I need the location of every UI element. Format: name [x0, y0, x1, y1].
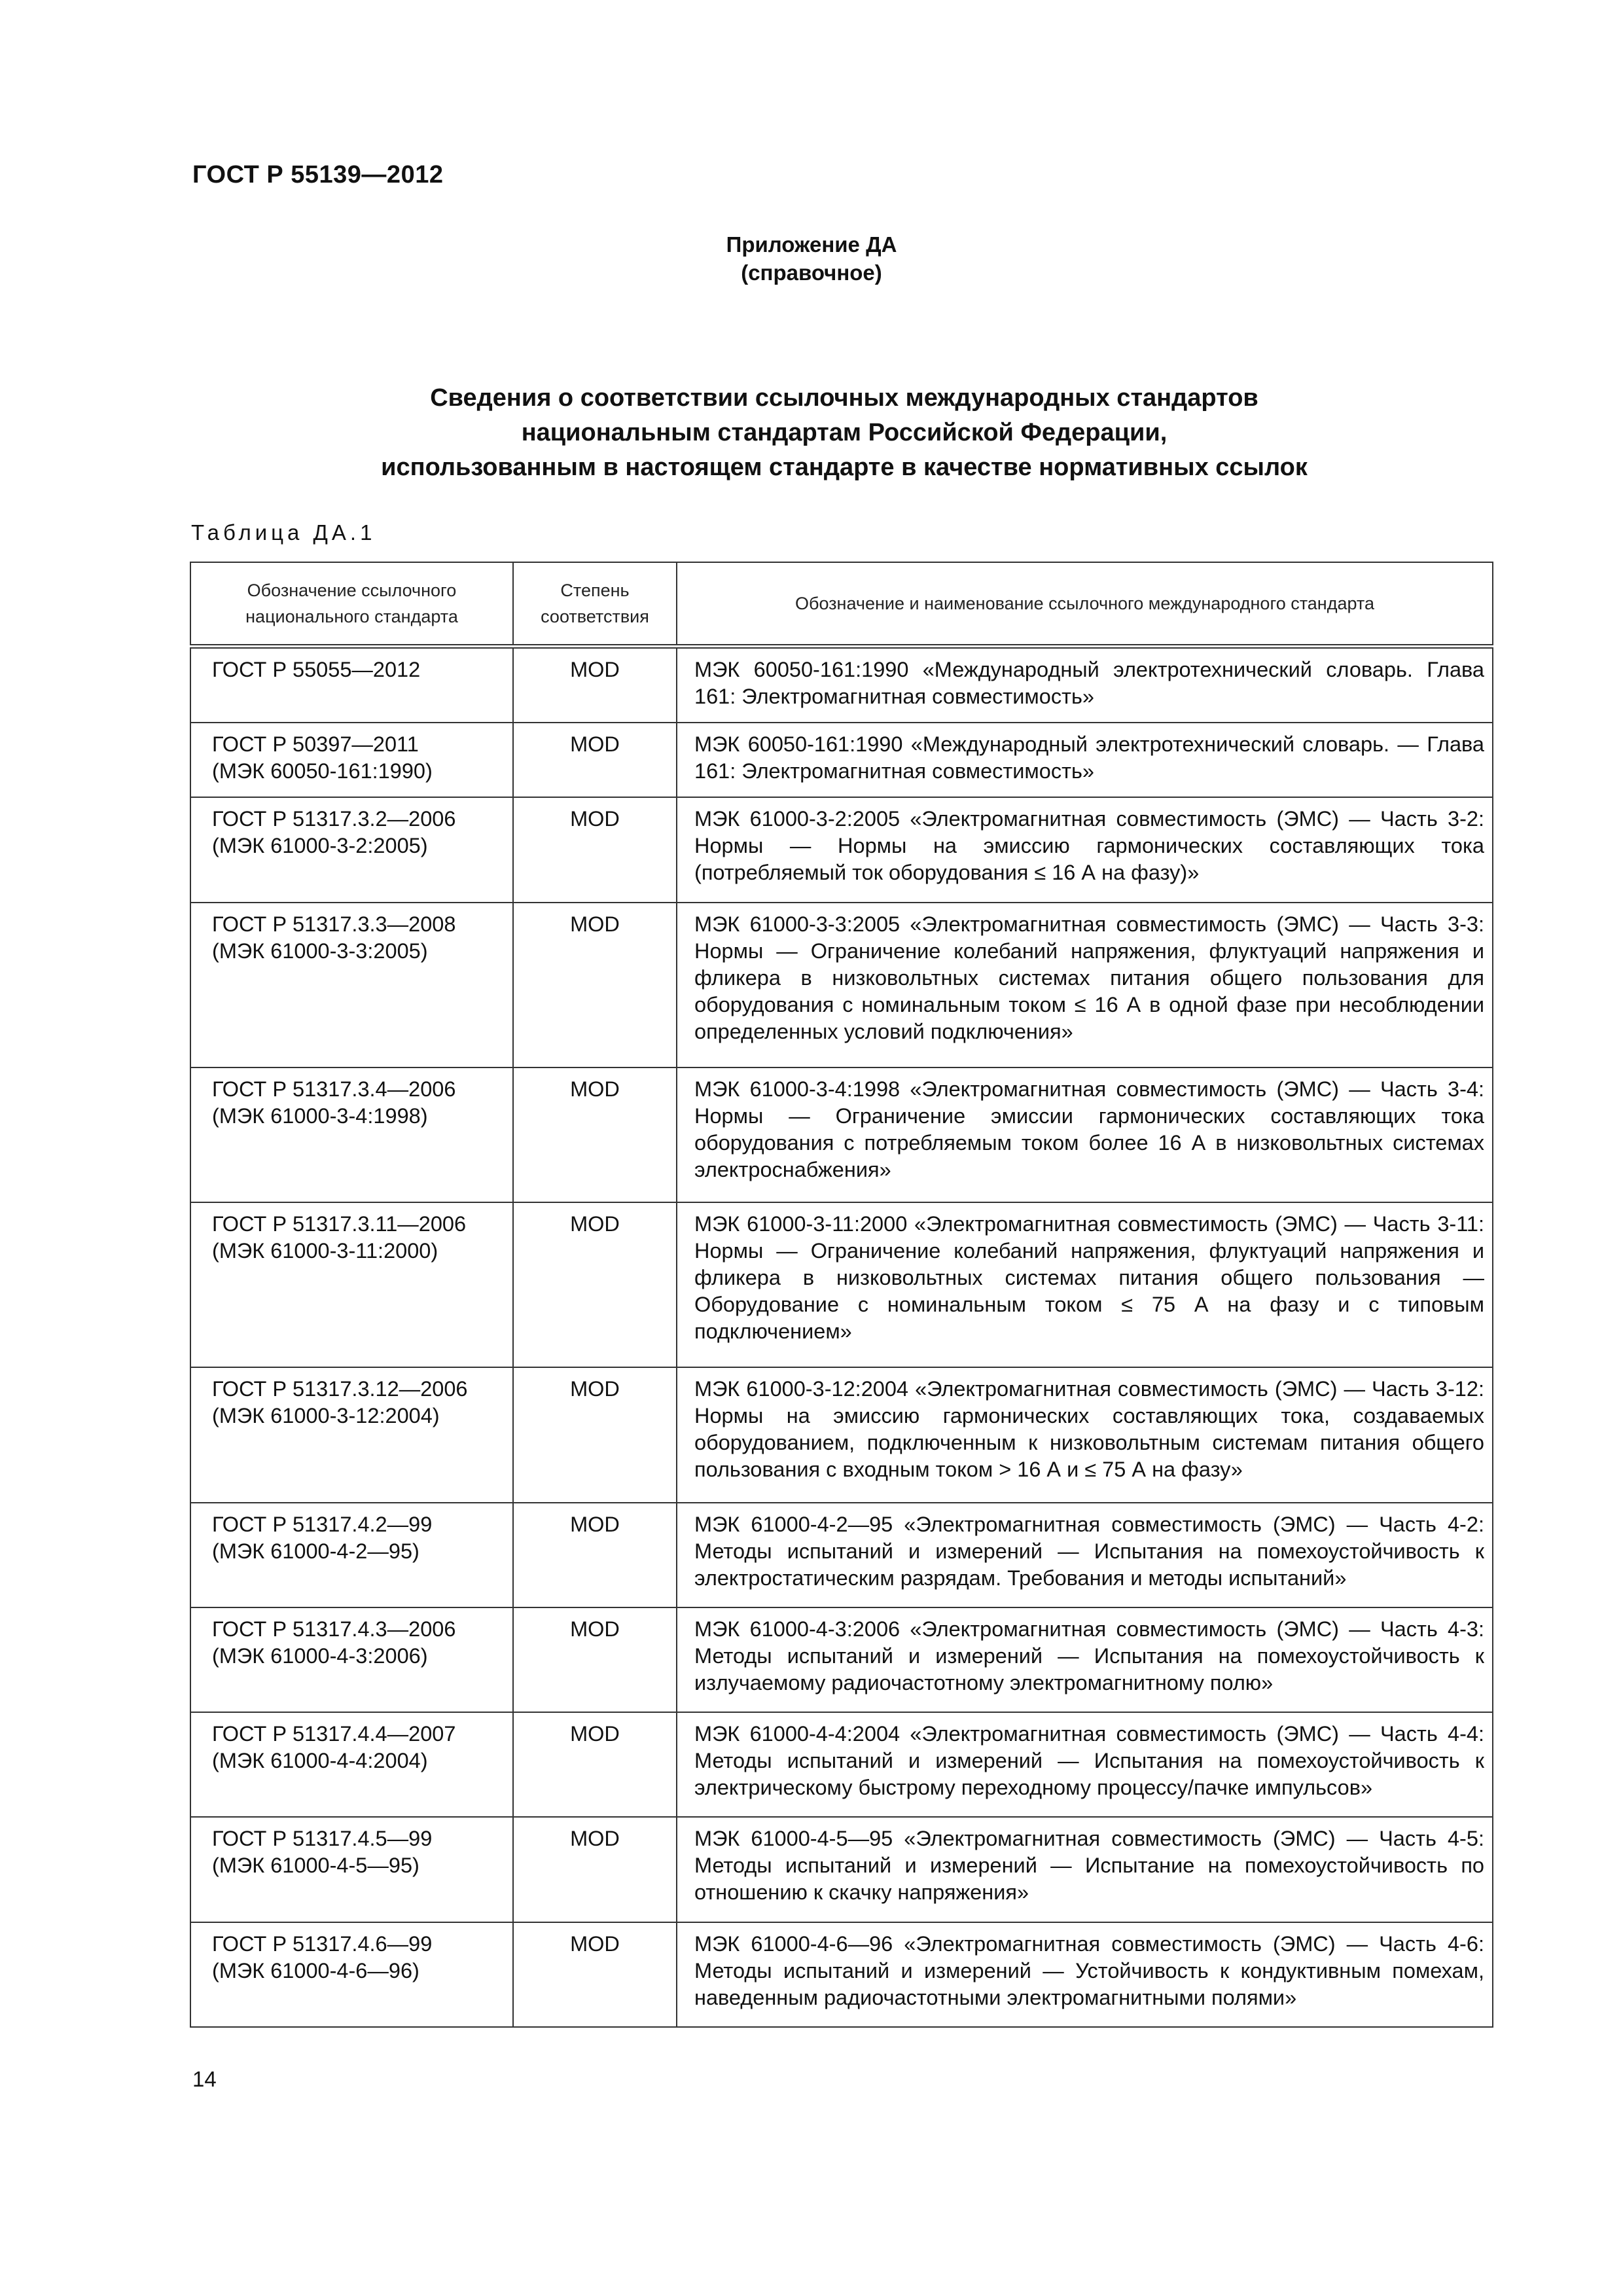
national-standard-code: ГОСТ Р 51317.3.3—2008 — [212, 912, 456, 936]
international-standard-cell: МЭК 61000-4-3:2006 «Электромагнитная совместимость (ЭМС) — Часть 4-3: Методы испытаний и измерений — Испытания на помехоустойчивость к излучаемому радиочастотному электромагнитному полю» — [677, 1607, 1493, 1712]
international-standard-cell: МЭК 61000-3-3:2005 «Электромагнитная совместимость (ЭМС) — Часть 3-3: Нормы — Ограничение колебаний напряжения, флуктуаций напряжения и фликера в низковольтных системах питания общего пользования для оборудования с номинальным током ≤ 16 А в одной фазе при несоблюдении определенных условий подключения» — [677, 903, 1493, 1067]
international-standard-cell: МЭК 61000-4-5—95 «Электромагнитная совместимость (ЭМС) — Часть 4-5: Методы испытаний и измерений — Испытание на помехоустойчивость по отношению к скачку напряжения» — [677, 1817, 1493, 1922]
standards-table — [190, 562, 1493, 2028]
national-standard-cell — [190, 797, 513, 902]
national-standard-iec-equivalent: (МЭК 61000-4-2—95) — [212, 1539, 419, 1563]
international-standard-cell: МЭК 61000-3-4:1998 «Электромагнитная совместимость (ЭМС) — Часть 3-4: Нормы — Ограничение эмиссии гармонических составляющих тока оборудования с потребляемым током более 16 А в низковольтных системах электроснабжения» — [677, 1067, 1493, 1202]
degree-cell: MOD — [513, 646, 677, 723]
table-row — [190, 1922, 1493, 2027]
national-standard-iec-equivalent: (МЭК 61000-4-6—96) — [212, 1958, 419, 1982]
international-standard-cell: МЭК 60050-161:1990 «Международный электротехнический словарь. Глава 161: Электромагнитная совместимость» — [677, 646, 1493, 723]
degree-cell: MOD — [513, 1712, 677, 1817]
table-row — [190, 1367, 1493, 1502]
degree-cell: MOD — [513, 1817, 677, 1922]
section-title-line-3: использованным в настоящем стандарте в качестве нормативных ссылок — [381, 454, 1308, 481]
document-code-header: ГОСТ Р 55139—2012 — [192, 161, 444, 188]
degree-cell: MOD — [513, 1367, 677, 1502]
degree-cell: MOD — [513, 1067, 677, 1202]
table-row — [190, 903, 1493, 1067]
appendix-type: (справочное) — [741, 260, 882, 285]
international-standard-cell: МЭК 61000-3-12:2004 «Электромагнитная совместимость (ЭМС) — Часть 3-12: Нормы на эмиссию гармонических составляющих тока, создаваемых оборудованием, подключенным к низковольтным системам питания общего пользования с входным током > 16 А и ≤ 75 А на фазу» — [677, 1367, 1493, 1502]
national-standard-iec-equivalent: (МЭК 61000-3-12:2004) — [212, 1404, 440, 1428]
table-row — [190, 1202, 1493, 1367]
table-row — [190, 1067, 1493, 1202]
national-standard-code: ГОСТ Р 51317.3.4—2006 — [212, 1077, 456, 1101]
international-standard-cell: МЭК 61000-4-4:2004 «Электромагнитная совместимость (ЭМС) — Часть 4-4: Методы испытаний и измерений — Испытания на помехоустойчивость к электрическому быстрому переходному процессу/пачке импульсов» — [677, 1712, 1493, 1817]
international-standard-cell: МЭК 61000-4-6—96 «Электромагнитная совместимость (ЭМС) — Часть 4-6: Методы испытаний и измерений — Устойчивость к кондуктивным помехам, наведенным радиочастотными электромагнитными полями» — [677, 1922, 1493, 2027]
national-standard-code: ГОСТ Р 51317.3.2—2006 — [212, 807, 456, 831]
header-degree-of-correspondence: Степень соответствия — [513, 562, 677, 646]
national-standard-iec-equivalent: (МЭК 61000-3-4:1998) — [212, 1103, 428, 1128]
national-standard-iec-equivalent: (МЭК 61000-3-3:2005) — [212, 939, 428, 963]
degree-cell: MOD — [513, 1922, 677, 2027]
national-standard-cell — [190, 1202, 513, 1367]
section-title-line-2: национальным стандартам Российской Федерации, — [521, 419, 1168, 446]
national-standard-cell — [190, 723, 513, 797]
degree-cell: MOD — [513, 1202, 677, 1367]
national-standard-cell — [190, 646, 513, 723]
appendix-title: Приложение ДА — [726, 232, 897, 257]
national-standard-cell — [190, 1367, 513, 1502]
national-standard-code: ГОСТ Р 51317.3.11—2006 — [212, 1212, 467, 1236]
international-standard-cell: МЭК 61000-4-2—95 «Электромагнитная совместимость (ЭМС) — Часть 4-2: Методы испытаний и измерений — Испытания на помехоустойчивость к электростатическим разрядам. Требования и методы испытаний» — [677, 1503, 1493, 1607]
national-standard-code: ГОСТ Р 51317.3.12—2006 — [212, 1377, 468, 1401]
national-standard-cell — [190, 1503, 513, 1607]
degree-cell: MOD — [513, 723, 677, 797]
national-standard-code: ГОСТ Р 51317.4.3—2006 — [212, 1617, 456, 1641]
degree-cell: MOD — [513, 1503, 677, 1607]
national-standard-iec-equivalent: (МЭК 61000-3-2:2005) — [212, 834, 428, 858]
table-row — [190, 1817, 1493, 1922]
degree-cell: MOD — [513, 903, 677, 1067]
table-row — [190, 1503, 1493, 1607]
table-row — [190, 1607, 1493, 1712]
standards-table-container — [190, 562, 1492, 2028]
national-standard-cell — [190, 1712, 513, 1817]
national-standard-code: ГОСТ Р 51317.4.5—99 — [212, 1827, 433, 1851]
national-standard-iec-equivalent: (МЭК 60050-161:1990) — [212, 759, 433, 783]
table-header-row — [190, 562, 1493, 646]
national-standard-code: ГОСТ Р 55055—2012 — [212, 657, 421, 681]
national-standard-iec-equivalent: (МЭК 61000-4-4:2004) — [212, 1749, 428, 1773]
national-standard-code: ГОСТ Р 51317.4.2—99 — [212, 1512, 433, 1536]
national-standard-iec-equivalent: (МЭК 61000-4-5—95) — [212, 1854, 419, 1878]
national-standard-code: ГОСТ Р 51317.4.4—2007 — [212, 1722, 456, 1746]
national-standard-cell — [190, 903, 513, 1067]
table-row — [190, 723, 1493, 797]
section-title-line-1: Сведения о соответствии ссылочных международных стандартов — [430, 384, 1258, 412]
national-standard-cell — [190, 1607, 513, 1712]
national-standard-cell — [190, 1817, 513, 1922]
header-international-standard: Обозначение и наименование ссылочного международного стандарта — [677, 562, 1493, 646]
table-row — [190, 646, 1493, 723]
national-standard-code: ГОСТ Р 51317.4.6—99 — [212, 1931, 433, 1956]
page-number: 14 — [192, 2067, 217, 2091]
national-standard-code: ГОСТ Р 50397—2011 — [212, 732, 419, 757]
international-standard-cell: МЭК 61000-3-11:2000 «Электромагнитная совместимость (ЭМС) — Часть 3-11: Нормы — Ограничение колебаний напряжения, флуктуаций напряжения и фликера в низковольтных системах питания общего пользования — Оборудование с номинальным током ≤ 75 А на фазу и с типовым подключением» — [677, 1202, 1493, 1367]
international-standard-cell: МЭК 61000-3-2:2005 «Электромагнитная совместимость (ЭМС) — Часть 3-2: Нормы — Нормы на эмиссию гармонических составляющих тока (потребляемый ток оборудования ≤ 16 А на фазу)» — [677, 797, 1493, 902]
table-row — [190, 797, 1493, 902]
table-label: Таблица ДА.1 — [191, 520, 376, 545]
section-title — [196, 381, 1492, 485]
national-standard-iec-equivalent: (МЭК 61000-3-11:2000) — [212, 1239, 438, 1263]
table-row — [190, 1712, 1493, 1817]
degree-cell: MOD — [513, 1607, 677, 1712]
national-standard-cell — [190, 1922, 513, 2027]
national-standard-cell — [190, 1067, 513, 1202]
header-national-standard: Обозначение ссылочного национального стандарта — [190, 562, 513, 646]
international-standard-cell: МЭК 60050-161:1990 «Международный электротехнический словарь. — Глава 161: Электромагнитная совместимость» — [677, 723, 1493, 797]
degree-cell: MOD — [513, 797, 677, 902]
national-standard-iec-equivalent: (МЭК 61000-4-3:2006) — [212, 1643, 428, 1668]
